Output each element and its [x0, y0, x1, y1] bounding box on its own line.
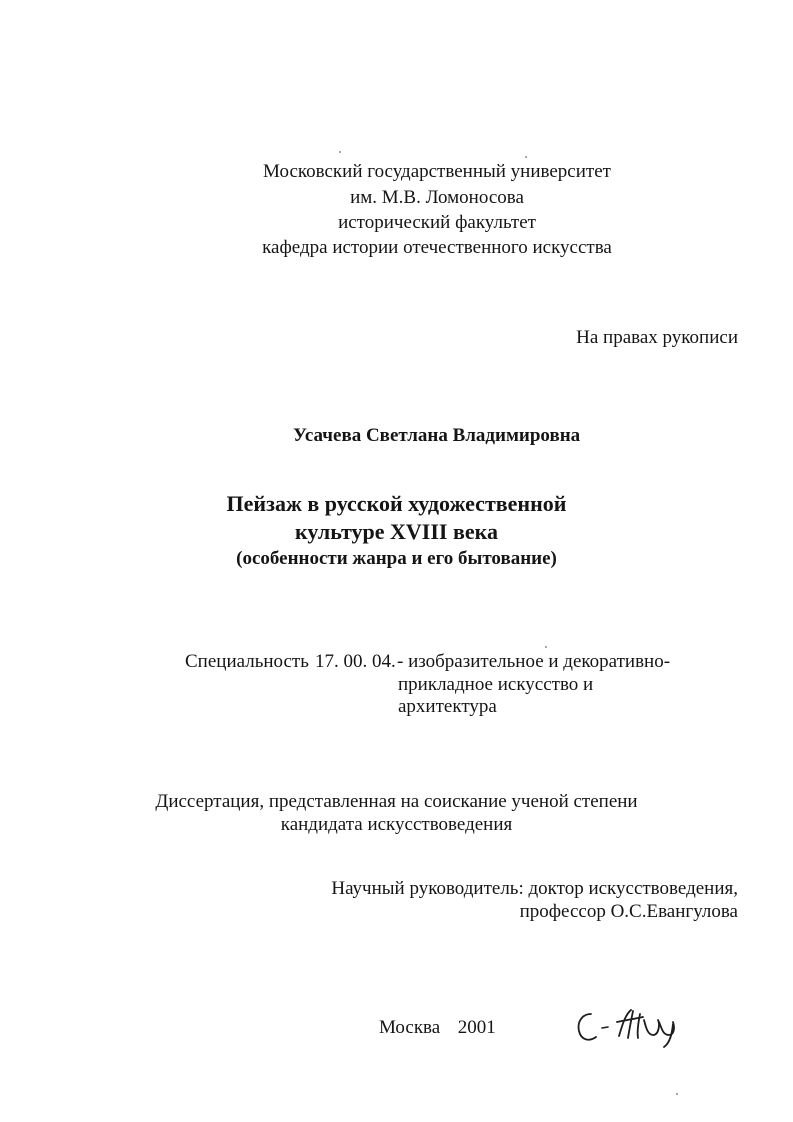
department-name: кафедра истории отечественного искусства: [262, 237, 612, 258]
scientific-supervisor-line-2: профессор О.С.Евангулова: [519, 901, 738, 922]
scan-speck: [545, 646, 547, 648]
university-named-after: им. М.В. Ломоносова: [350, 187, 524, 208]
scientific-supervisor-line-1: Научный руководитель: доктор искусствоведения,: [331, 878, 738, 899]
dissertation-title-line-1: Пейзаж в русской художественной: [226, 491, 567, 516]
year: 2001: [457, 1017, 496, 1038]
specialty-label: Специальность: [185, 651, 309, 672]
university-name: Московский государственный университет: [263, 161, 611, 182]
specialty-description-line-1: - изобразительное и декоративно-: [397, 651, 671, 672]
dissertation-title-line-2: культуре XVIII века: [295, 519, 498, 544]
handwritten-signature: [574, 1004, 684, 1052]
specialty-description-line-3: архитектура: [398, 696, 497, 717]
specialty-code: 17. 00. 04.: [315, 651, 396, 672]
dissertation-degree-line-2: кандидата искусствоведения: [280, 814, 513, 835]
author-name: Усачева Светлана Владимировна: [293, 425, 581, 446]
scan-speck: [525, 156, 527, 158]
dissertation-subtitle: (особенности жанра и его бытование): [236, 548, 557, 569]
dissertation-degree-line-1: Диссертация, представленная на соискание ученой степени: [155, 791, 638, 812]
city-year: [379, 1016, 496, 1040]
city-name: Москва: [379, 1017, 441, 1038]
specialty-description-line-2: прикладное искусство и: [398, 674, 594, 695]
manuscript-rights-note: На правах рукописи: [576, 327, 738, 348]
scan-speck: [676, 1093, 678, 1095]
faculty-name: исторический факультет: [338, 212, 536, 233]
scan-speck: [339, 151, 341, 153]
